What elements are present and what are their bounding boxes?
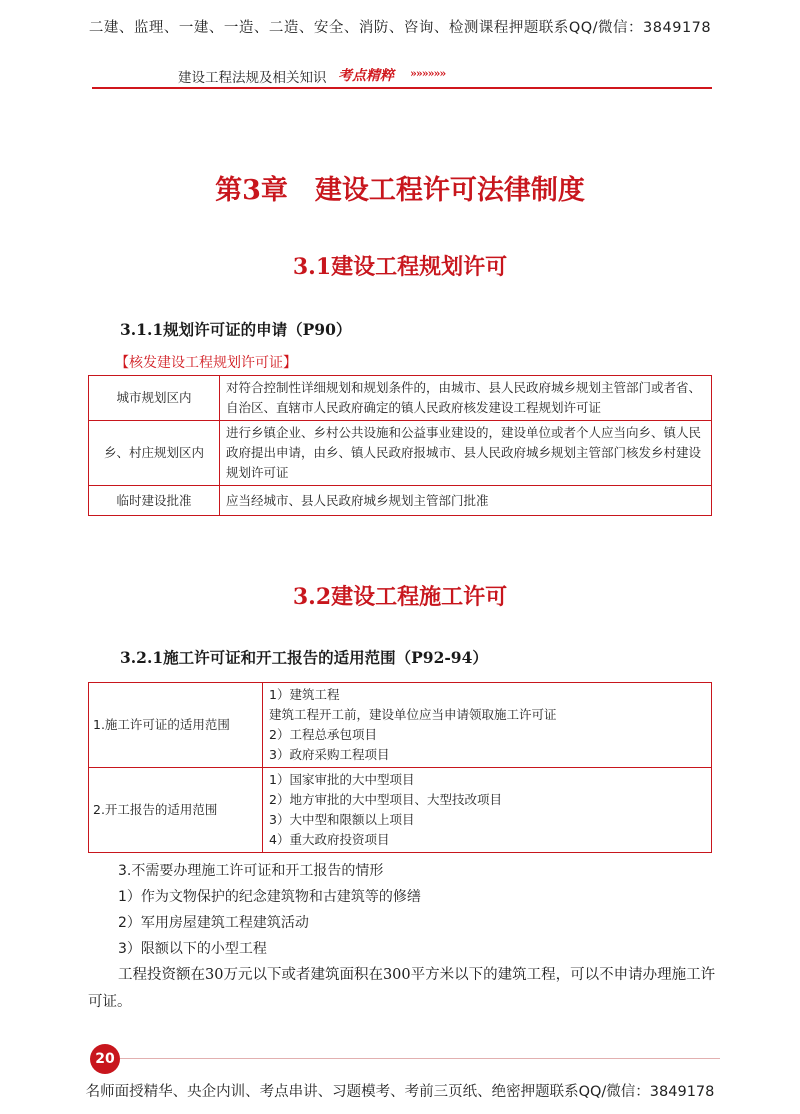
list-item: 3）政府采购工程项目	[269, 747, 390, 762]
list-item: 1）建筑工程	[269, 687, 340, 702]
row-key: 乡、村庄规划区内	[89, 421, 220, 486]
row-key: 1.施工许可证的适用范围	[89, 683, 263, 768]
row-value: 对符合控制性详细规划和规划条件的，由城市、县人民政府城乡规划主管部门或者省、自治区、直辖市人民政府确定的镇人民政府核发建设工程规划许可证	[220, 376, 712, 421]
page-number: 20	[90, 1044, 120, 1074]
row-value	[263, 683, 712, 768]
row-value: 进行乡镇企业、乡村公共设施和公益事业建设的，建设单位或者个人应当向乡、镇人民政府提出申请，由乡、镇人民政府报城市、县人民政府城乡规划主管部门核发乡村建设规划许可证	[220, 421, 712, 486]
exemption-item: 1）作为文物保护的纪念建筑物和古建筑等的修缮	[118, 889, 421, 905]
row-value: 应当经城市、县人民政府城乡规划主管部门批准	[220, 486, 712, 516]
subsection-title-2-1: 3.2.1施工许可证和开工报告的适用范围（P92-94）	[120, 648, 488, 667]
row-key: 2.开工报告的适用范围	[89, 768, 263, 853]
list-item: 2）地方审批的大中型项目、大型技改项目	[269, 792, 502, 807]
table-row	[89, 486, 712, 516]
header-tag: 考点精粹	[338, 68, 394, 84]
exemption-item: 2）军用房屋建筑工程建筑活动	[118, 915, 309, 931]
table-row	[89, 421, 712, 486]
exemption-paragraph: 工程投资额在30万元以下或者建筑面积在300平方米以下的建筑工程，可以不申请办理施工许可证。	[88, 967, 716, 1010]
section-title-2: 3.2建设工程施工许可	[292, 584, 508, 610]
planning-permit-table	[88, 375, 712, 516]
row-value	[263, 768, 712, 853]
top-banner: 二建、监理、一建、一造、二造、安全、消防、咨询、检测课程押题联系QQ/微信：3849178	[88, 20, 712, 36]
construction-permit-table	[88, 682, 712, 853]
list-item: 3）大中型和限额以上项目	[269, 812, 415, 827]
table-row	[89, 376, 712, 421]
footer-rule	[120, 1058, 720, 1059]
header-rule-left	[92, 87, 165, 89]
table-row	[89, 683, 712, 768]
section-title-1: 3.1建设工程规划许可	[292, 254, 508, 280]
list-item: 1）国家审批的大中型项目	[269, 772, 415, 787]
list-item: 建筑工程开工前，建设单位应当申请领取施工许可证	[269, 707, 557, 722]
bottom-banner: 名师面授精华、央企内训、考点串讲、习题模考、考前三页纸、绝密押题联系QQ/微信：3849178	[85, 1084, 715, 1100]
header-book-title: 建设工程法规及相关知识	[178, 70, 327, 86]
header-arrows: »»»»»»	[410, 67, 446, 80]
table-row	[89, 768, 712, 853]
list-item: 4）重大政府投资项目	[269, 832, 390, 847]
row-key: 临时建设批准	[89, 486, 220, 516]
list-item: 2）工程总承包项目	[269, 727, 377, 742]
subsection-title-1-1: 3.1.1规划许可证的申请（P90）	[120, 320, 352, 339]
exemption-item: 3）限额以下的小型工程	[118, 941, 267, 957]
chapter-title: 第3章 建设工程许可法律制度	[215, 175, 585, 206]
header-rule	[165, 87, 712, 89]
row-key: 城市规划区内	[89, 376, 220, 421]
exemptions-title: 3.不需要办理施工许可证和开工报告的情形	[118, 863, 384, 879]
table-label: 【核发建设工程规划许可证】	[115, 355, 297, 371]
